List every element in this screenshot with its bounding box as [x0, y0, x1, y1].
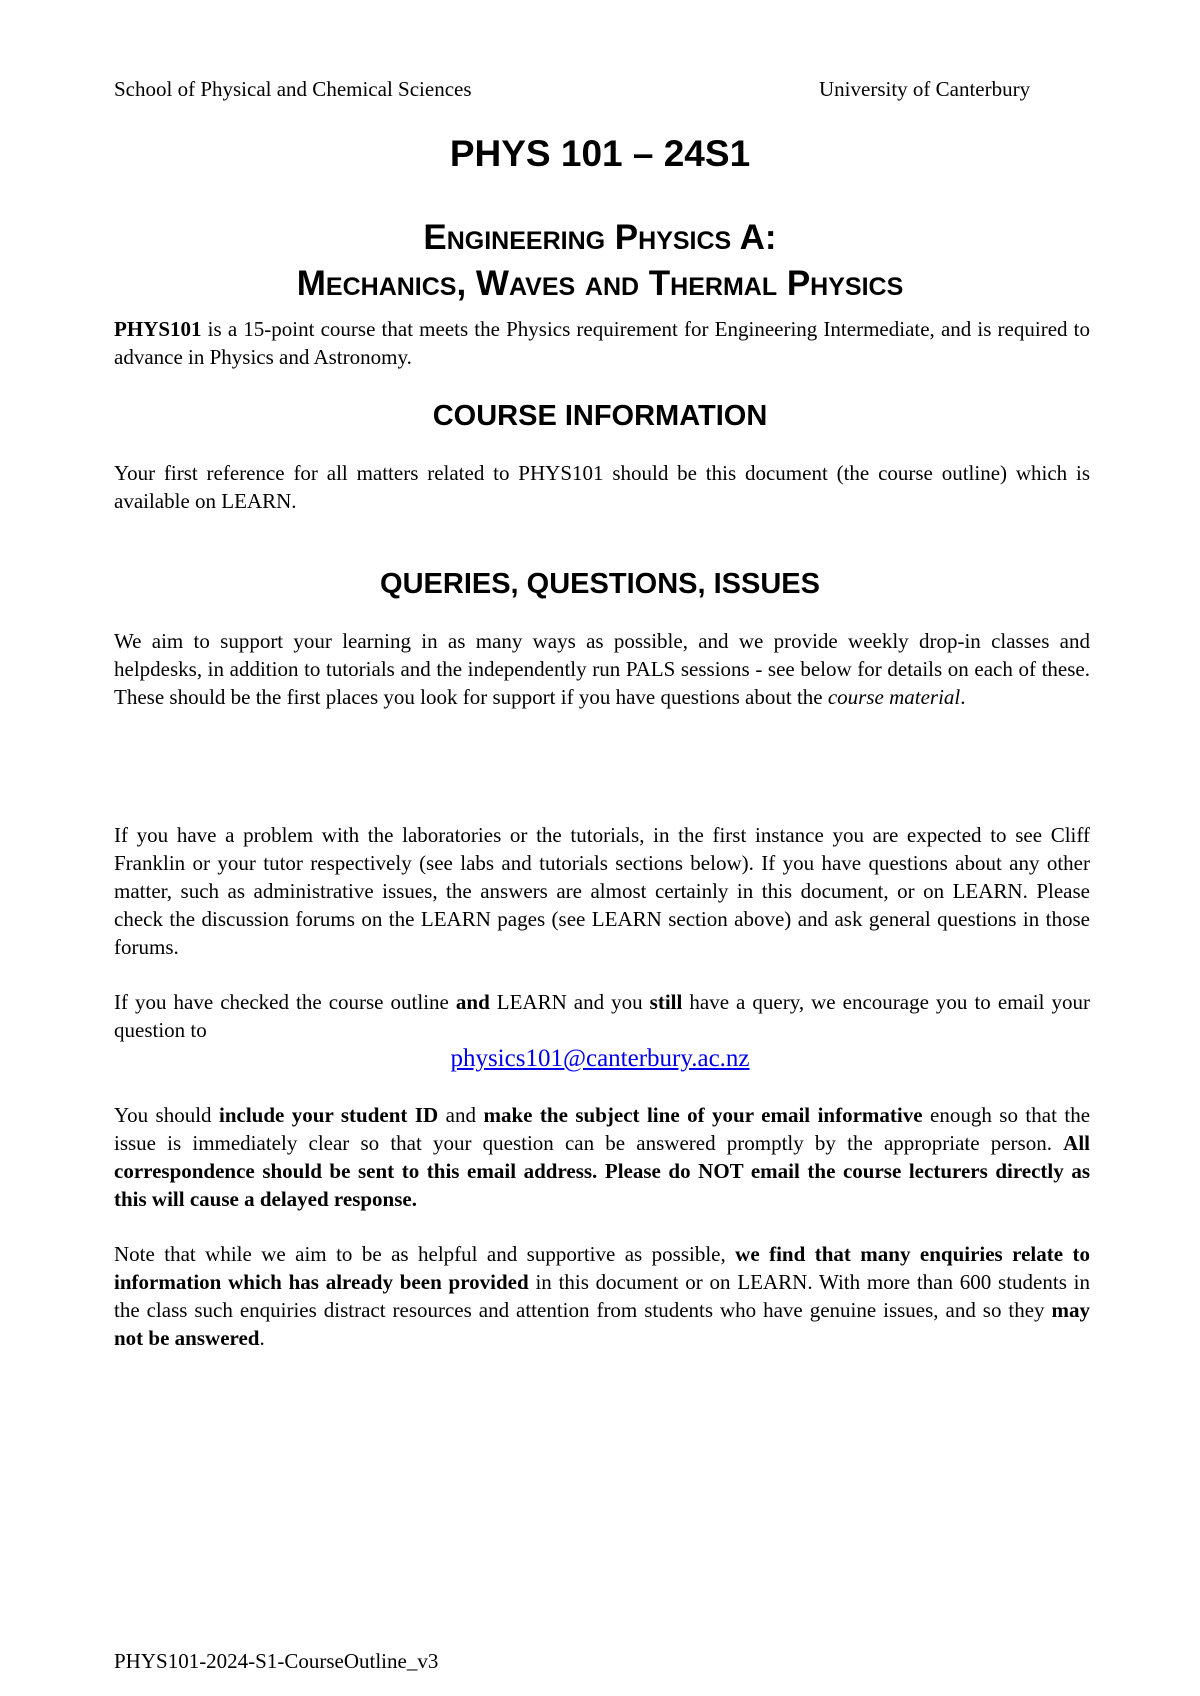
- queries-p4-a: You should: [114, 1103, 219, 1127]
- queries-p1-italic: course material: [827, 685, 961, 709]
- queries-p3-a: If you have checked the course outline: [114, 990, 456, 1014]
- email-line: [0, 1044, 1200, 1074]
- intro-text: is a 15-point course that meets the Physics requirement for Engineering Intermediate, and is required to advance in Physics and Astronomy.: [114, 317, 1090, 369]
- subtitle-line-2: Mechanics, Waves and Thermal Physics: [296, 264, 904, 303]
- intro-course-code: PHYS101: [114, 317, 202, 341]
- queries-p5-a: Note that while we aim to be as helpful and supportive as possible,: [114, 1242, 736, 1266]
- queries-p3-bold-and: and: [455, 990, 490, 1014]
- course-information-paragraph: Your first reference for all matters related to PHYS101 should be this document (the course outline) which is available on LEARN.: [114, 461, 1090, 513]
- page-title: PHYS 101 – 24S1: [449, 133, 751, 174]
- queries-p4-bold-student-id: include your student ID: [219, 1103, 439, 1127]
- queries-paragraph-2: If you have a problem with the laboratories or the tutorials, in the first instance you are expected to see Cliff Franklin or your tutor respectively (see labs and tutorials sections below). If you have questions about any other matter, such as administrative issues, the answers are almost certainly in this document, or on LEARN. Please check the discussion forums on the LEARN pages (see LEARN section above) and ask general questions in those forums.: [114, 823, 1090, 959]
- queries-p4-c: enough so that the issue is immediately clear so that your question can be answered promptly by the appropriate person.: [114, 1103, 1091, 1155]
- queries-paragraph-1: [114, 627, 1090, 711]
- queries-paragraph-5: [114, 1240, 1090, 1352]
- email-link[interactable]: physics101@canterbury.ac.nz: [450, 1045, 750, 1072]
- queries-p5-bold-not-answered: may not be answered: [114, 1298, 1090, 1350]
- course-information-heading: COURSE INFORMATION: [432, 400, 768, 432]
- queries-p3-c: have a query, we encourage you to email your question to: [114, 990, 1090, 1042]
- queries-p4-bold-correspondence: All correspondence should be sent to this email address. Please do NOT email the course lecturers directly as this will cause a delayed response.: [114, 1131, 1090, 1211]
- queries-p5-bold-enquiries: we find that many enquiries relate to information which has already been provided: [114, 1242, 1090, 1294]
- header-school: School of Physical and Chemical Sciences: [114, 77, 472, 101]
- queries-p1-text: We aim to support your learning in as many ways as possible, and we provide weekly drop-in classes and helpdesks, in addition to tutorials and the independently run PALS sessions - see below for details on each of these. These should be the first places you look for support if you have questions about the: [114, 629, 1090, 709]
- header-university: University of Canterbury: [819, 77, 1031, 101]
- subtitle-line-1: Engineering Physics A:: [423, 218, 777, 257]
- queries-heading: QUERIES, QUESTIONS, ISSUES: [380, 568, 820, 600]
- intro-paragraph: [114, 315, 1090, 371]
- queries-p3-b: LEARN and you: [489, 990, 650, 1014]
- queries-p4-b: and: [438, 1103, 484, 1127]
- queries-p1-end: .: [960, 685, 966, 709]
- queries-p5-c: .: [259, 1326, 265, 1350]
- queries-p5-b: in this document or on LEARN. With more than 600 students in the class such enquiries distract resources and attention from students who have genuine issues, and so they: [114, 1270, 1090, 1322]
- page-subtitle: [0, 215, 1200, 307]
- queries-paragraph-4: [114, 1101, 1090, 1213]
- queries-p3-bold-still: still: [649, 990, 683, 1014]
- queries-paragraph-3: [114, 988, 1090, 1044]
- queries-p4-bold-subject-line: make the subject line of your email informative: [483, 1103, 923, 1127]
- footer-document-id: PHYS101-2024-S1-CourseOutline_v3: [114, 1649, 439, 1673]
